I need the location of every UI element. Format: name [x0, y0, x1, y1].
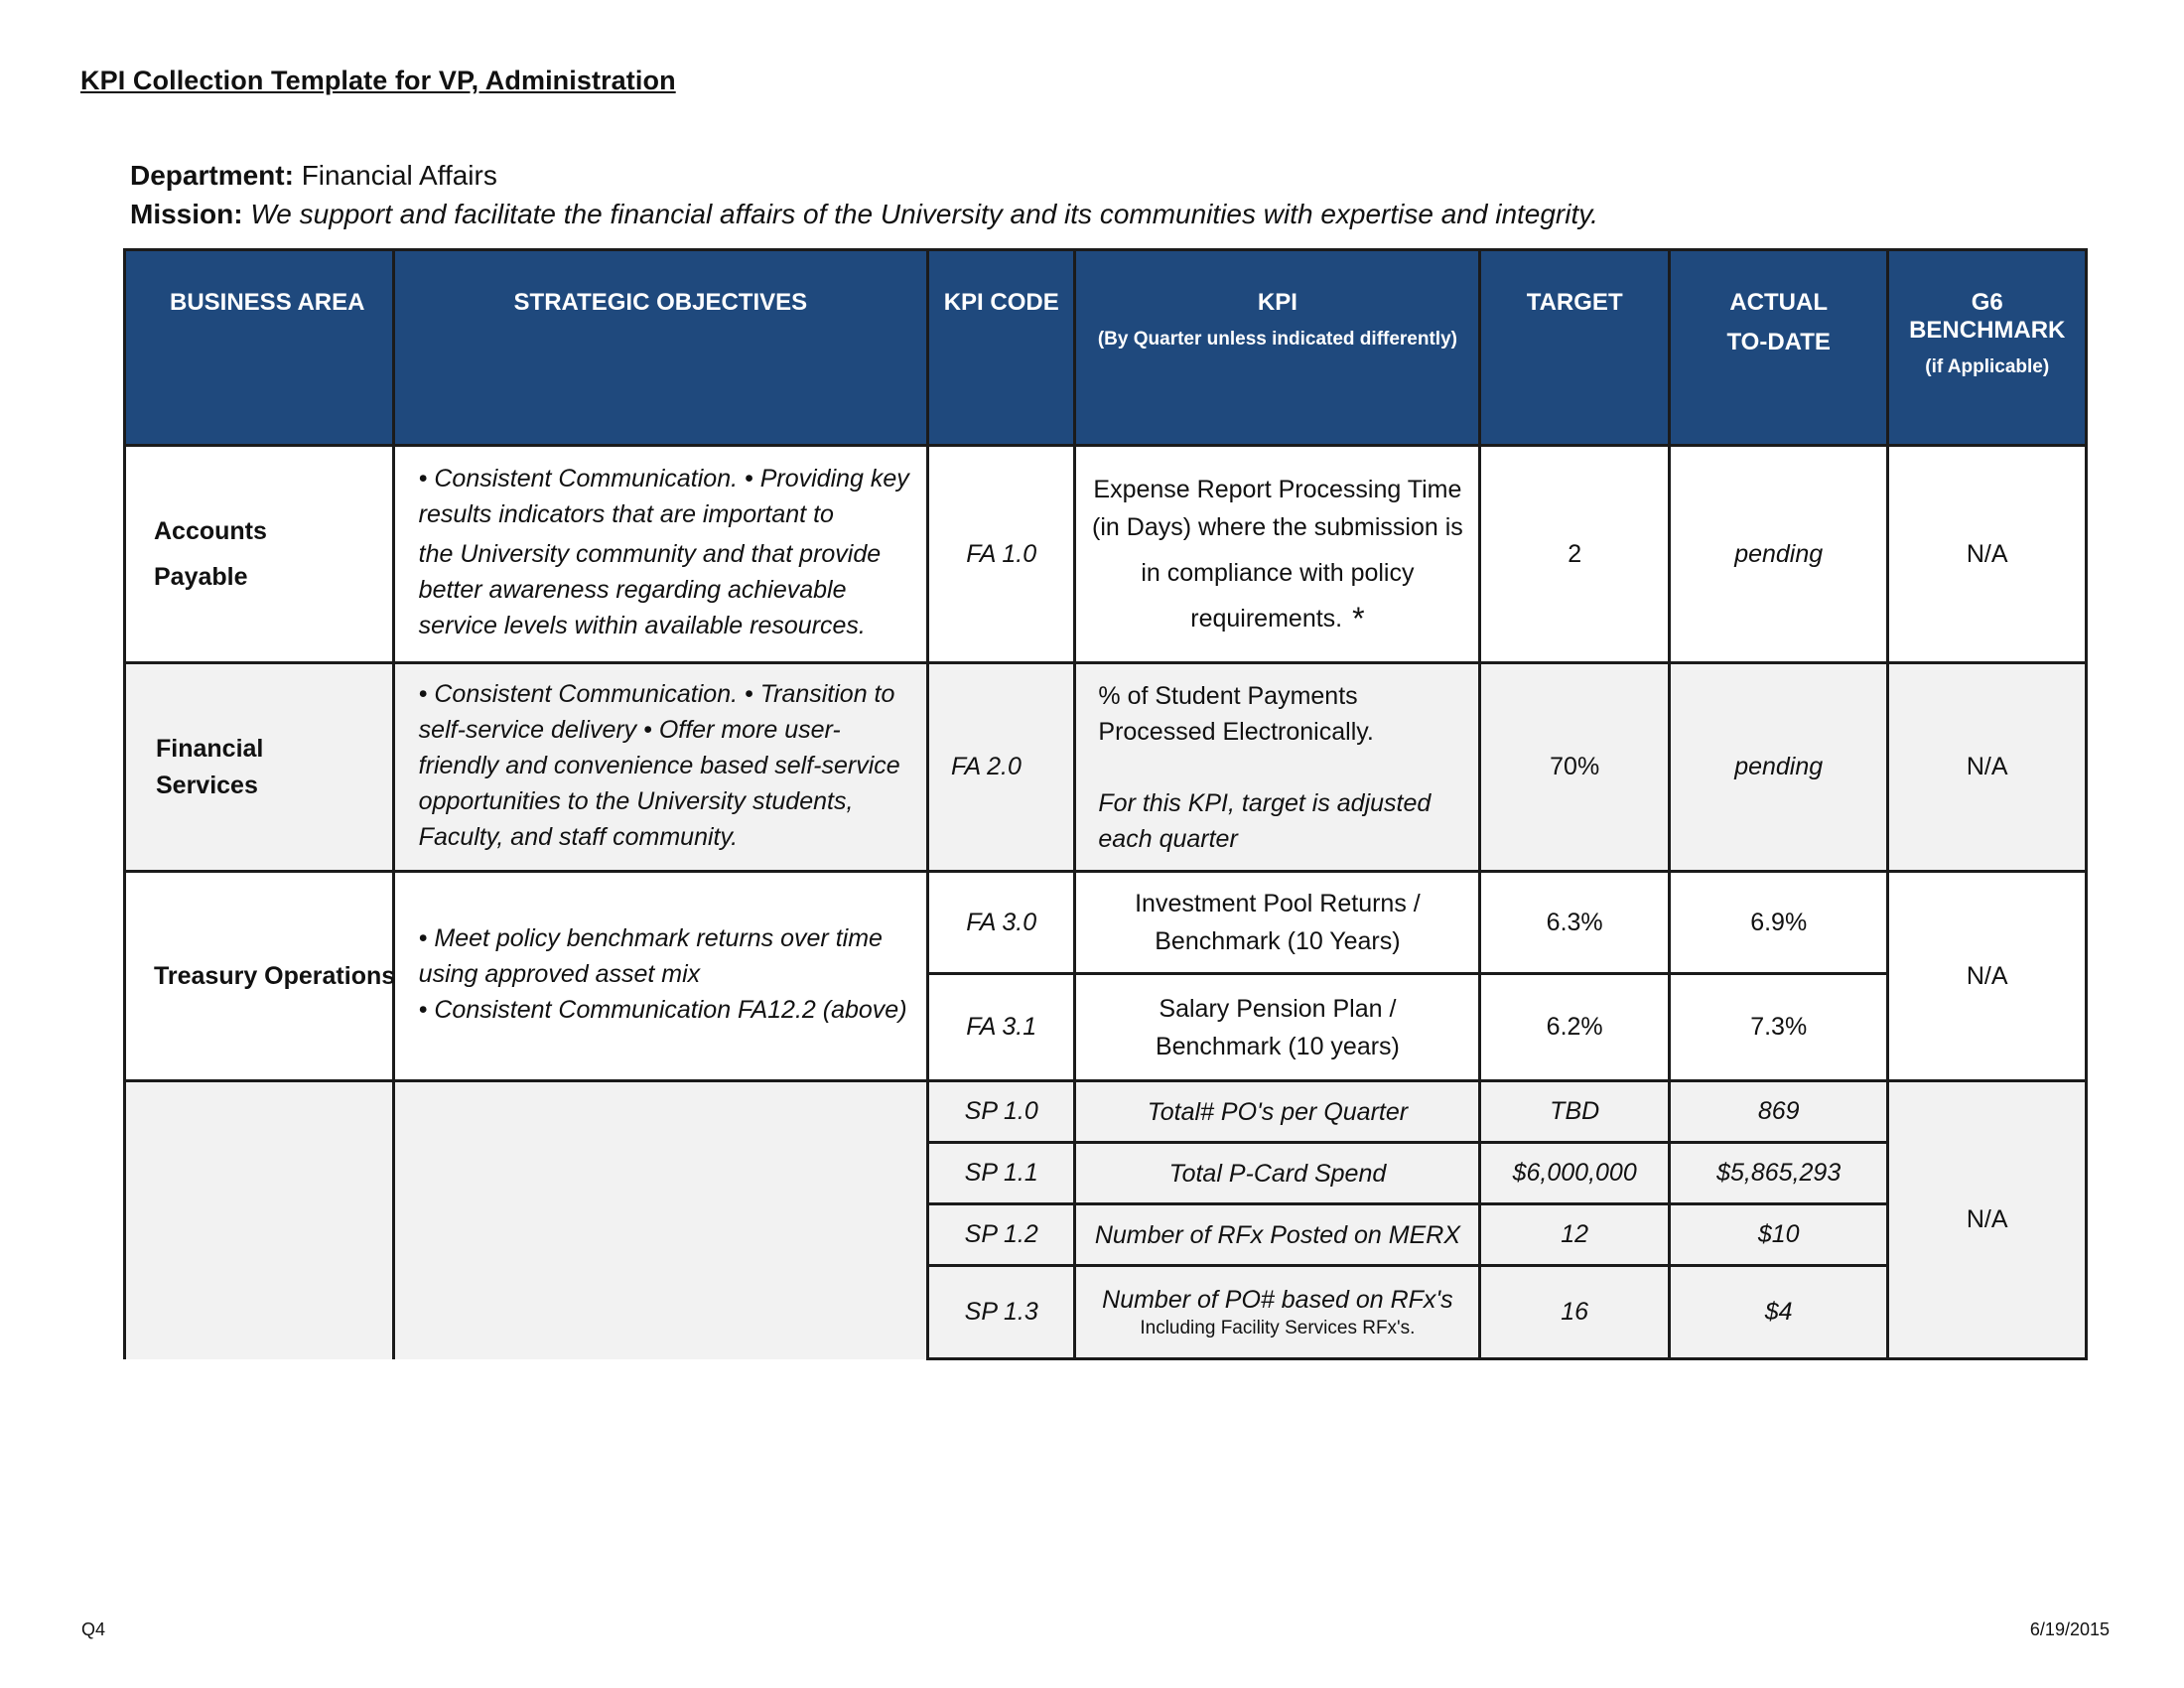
mission-line	[130, 199, 1598, 230]
target-cell: 70%	[1480, 663, 1669, 872]
actual-cell: 7.3%	[1669, 974, 1888, 1081]
kpi-code-cell: SP 1.1	[928, 1143, 1075, 1204]
actual-cell: $10	[1669, 1204, 1888, 1266]
benchmark-cell: N/A	[1888, 663, 2087, 872]
objective-cell: • Consistent Communication. • Transition to self-service delivery • Offer more user-friendly and convenience based self-service opportunities to the University students, Faculty, and staff community.	[393, 663, 927, 872]
header-actual-line2: TO-DATE	[1726, 329, 1831, 355]
objective-text: • Consistent Communication FA12.2 (above)	[418, 996, 907, 1024]
kpi-code-cell: FA 3.0	[928, 872, 1075, 974]
kpi-code-cell: SP 1.3	[928, 1266, 1075, 1359]
kpi-text: in compliance with policy	[1141, 559, 1415, 587]
benchmark-cell: N/A	[1888, 446, 2087, 663]
header-business-area: BUSINESS AREA	[125, 250, 394, 446]
business-area-cell-empty	[125, 1081, 394, 1359]
objective-text: the University community and that provide better awareness regarding achievable service levels within available resources.	[418, 540, 882, 639]
objective-text: • Consistent Communication. • Providing key results indicators that are important to	[418, 465, 909, 528]
kpi-cell	[1075, 663, 1480, 872]
department-label: Department:	[130, 160, 294, 191]
header-benchmark-sub: (if Applicable)	[1925, 356, 2050, 377]
business-area-line: Accounts	[154, 517, 267, 545]
header-strategic-objectives: STRATEGIC OBJECTIVES	[393, 250, 927, 446]
target-cell: TBD	[1480, 1081, 1669, 1143]
department-value: Financial Affairs	[301, 160, 497, 191]
kpi-text: % of Student Payments Processed Electronically.	[1098, 681, 1374, 746]
actual-cell: $4	[1669, 1266, 1888, 1359]
header-target: TARGET	[1480, 250, 1669, 446]
kpi-code-cell: FA 2.0	[928, 663, 1075, 872]
header-kpi	[1075, 250, 1480, 446]
table-row	[125, 872, 2087, 974]
actual-cell: 869	[1669, 1081, 1888, 1143]
kpi-cell	[1075, 1266, 1480, 1359]
kpi-code-cell: SP 1.2	[928, 1204, 1075, 1266]
table-row	[125, 1081, 2087, 1143]
kpi-text: requirements.	[1190, 605, 1343, 633]
business-area-line: Financial	[156, 734, 264, 763]
header-kpi-label: KPI	[1257, 289, 1297, 316]
header-actual-line1: ACTUAL	[1729, 289, 1828, 316]
actual-cell: $5,865,293	[1669, 1143, 1888, 1204]
asterisk-mark: *	[1352, 601, 1365, 636]
header-kpi-sub: (By Quarter unless indicated differently)	[1097, 329, 1457, 350]
mission-label: Mission:	[130, 199, 243, 229]
target-cell: 6.3%	[1480, 872, 1669, 974]
kpi-code-cell: FA 1.0	[928, 446, 1075, 663]
mission-value: We support and facilitate the financial affairs of the University and its communities with expertise and integrity.	[250, 199, 1598, 229]
target-cell: $6,000,000	[1480, 1143, 1669, 1204]
kpi-text: Expense Report Processing Time (in Days) where the submission is	[1092, 476, 1463, 541]
kpi-note: For this KPI, target is adjusted each quarter	[1098, 788, 1432, 853]
objective-text: • Meet policy benchmark returns over time using approved asset mix	[418, 924, 883, 988]
department-line	[130, 160, 497, 192]
business-area-cell	[125, 446, 394, 663]
objective-cell-empty	[393, 1081, 927, 1359]
benchmark-cell: N/A	[1888, 872, 2087, 1081]
actual-cell: 6.9%	[1669, 872, 1888, 974]
target-cell: 16	[1480, 1266, 1669, 1359]
kpi-note: Including Facility Services RFx's.	[1140, 1317, 1416, 1338]
kpi-cell: Salary Pension Plan / Benchmark (10 years)	[1075, 974, 1480, 1081]
header-benchmark-label: G6 BENCHMARK	[1909, 289, 2066, 344]
kpi-cell: Total P-Card Spend	[1075, 1143, 1480, 1204]
kpi-cell: Total# PO's per Quarter	[1075, 1081, 1480, 1143]
actual-cell: pending	[1669, 663, 1888, 872]
kpi-cell: Investment Pool Returns / Benchmark (10 Years)	[1075, 872, 1480, 974]
objective-cell	[393, 872, 927, 1081]
kpi-cell: Number of RFx Posted on MERX	[1075, 1204, 1480, 1266]
business-area-line: Services	[156, 771, 258, 799]
kpi-code-cell: SP 1.0	[928, 1081, 1075, 1143]
header-benchmark	[1888, 250, 2087, 446]
kpi-text: Number of PO# based on RFx's	[1102, 1285, 1453, 1314]
business-area-cell	[125, 663, 394, 872]
target-cell: 6.2%	[1480, 974, 1669, 1081]
header-kpi-code: KPI CODE	[928, 250, 1075, 446]
target-cell: 2	[1480, 446, 1669, 663]
header-actual	[1669, 250, 1888, 446]
kpi-table	[123, 248, 2088, 1360]
actual-cell: pending	[1669, 446, 1888, 663]
table-header-row	[125, 250, 2087, 446]
benchmark-cell: N/A	[1888, 1081, 2087, 1359]
business-area-cell: Treasury Operations	[125, 872, 394, 1081]
business-area-line: Payable	[154, 563, 248, 591]
document-title: KPI Collection Template for VP, Administration	[80, 66, 676, 95]
table-row	[125, 446, 2087, 663]
footer-date: 6/19/2015	[2029, 1619, 2110, 1639]
kpi-cell	[1075, 446, 1480, 663]
kpi-text-last	[1090, 600, 1464, 637]
target-cell: 12	[1480, 1204, 1669, 1266]
footer-quarter: Q4	[81, 1619, 106, 1639]
table-row	[125, 663, 2087, 872]
kpi-code-cell: FA 3.1	[928, 974, 1075, 1081]
objective-cell	[393, 446, 927, 663]
